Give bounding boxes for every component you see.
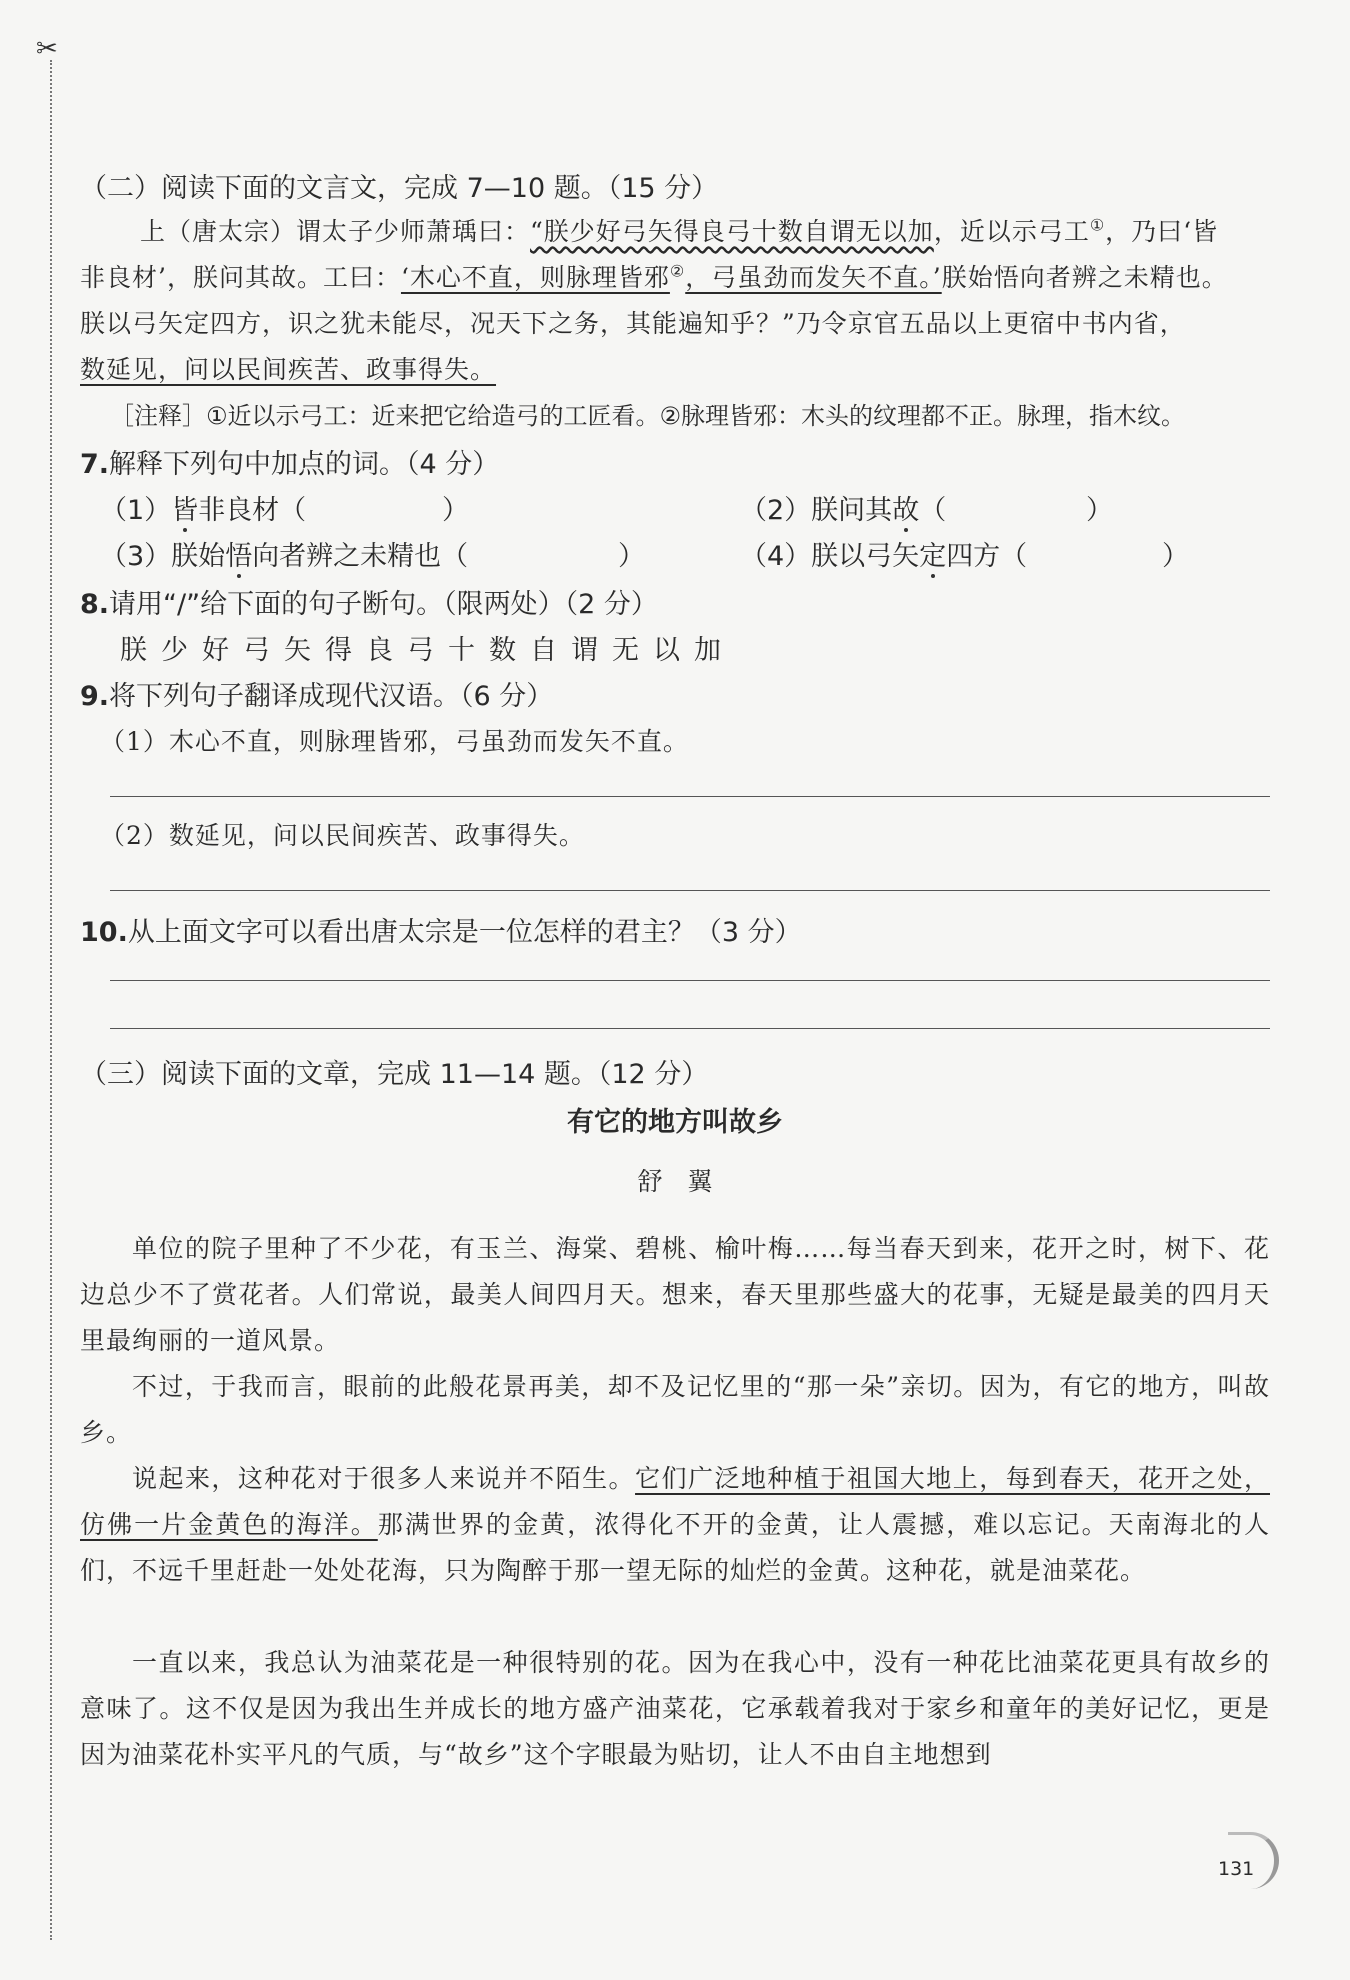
cut-line [50,60,52,1940]
passage-line-2: 非良材’，朕问其故。工曰：‘木心不直，则脉理皆邪②，弓虽劲而发矢不直。’朕始悟向者辨之未精也。 [80,261,1228,292]
q7-item-2-close: ） [1086,495,1113,526]
wavy-underlined-text: “朕少好弓矢得良弓十数自谓无以加 [530,217,934,246]
article-paragraph-3: 说起来，这种花对于很多人来说并不陌生。它们广泛地种植于祖国大地上，每到春天，花开之处，仿佛一片金黄色的海洋。那满世界的金黄，浓得化不开的金黄，让人震撼，难以忘记。天南海北的人们，不远千里赶赴一处处花海，只为陶醉于那一望无际的灿烂的金黄。这种花，就是油菜花。 [80,1464,1270,1585]
article-paragraph-4: 一直以来，我总认为油菜花是一种很特别的花。因为在我心中，没有一种花比油菜花更具有故乡的意味了。这不仅是因为我出生并成长的地方盛产油菜花，它承载着我对于家乡和童年的美好记忆，更是因为油菜花朴实平凡的气质，与“故乡”这个字眼最为贴切，让人不由自主地想到 [80,1648,1270,1769]
q7-item-3-close: ） [618,541,645,572]
q7-item-3: （3）朕始悟向者辨之未精也（ [100,541,469,572]
passage-line-3: 朕以弓矢定四方，识之犹未能尽，况天下之务，其能遍知乎？”乃令京官五品以上更宿中书内省， [80,309,1186,338]
section2-heading: （二）阅读下面的文言文，完成 7—10 题。（15 分） [80,173,719,204]
scissors-icon: ✂ [36,34,58,64]
q9-stem: 9.将下列句子翻译成现代汉语。（6 分） [80,681,554,712]
q10-stem: 10.从上面文字可以看出唐太宗是一位怎样的君主？（3 分） [80,917,802,948]
q7-item-4: （4）朕以弓矢定四方（ [740,541,1028,572]
article-title: 有它的地方叫故乡 [567,1107,783,1138]
article-paragraph-1: 单位的院子里种了不少花，有玉兰、海棠、碧桃、榆叶梅……每当春天到来，花开之时，树下、花边总少不了赏花者。人们常说，最美人间四月天。想来，春天里那些盛大的花事，无疑是最美的四月天里最绚丽的一道风景。 [80,1234,1270,1355]
underlined-sentence: 它们广泛地种植于祖国大地上，每到春天，花开之处，仿佛一片金黄色的海洋。 [80,1464,1270,1539]
answer-line[interactable] [110,1028,1270,1029]
q9-sentence-1: （1）木心不直，则脉理皆邪，弓虽劲而发矢不直。 [100,727,689,756]
q7-stem: 7.解释下列句中加点的词。（4 分） [80,449,500,480]
q9-sentence-2: （2）数延见，问以民间疾苦、政事得失。 [100,821,585,850]
q7-item-1: （1）皆非良材（ [100,495,307,526]
passage-line-4: 数延见，问以民间疾苦、政事得失。 [80,355,497,384]
passage-line-1: 上（唐太宗）谓太子少师萧瑀曰：“朕少好弓矢得良弓十数自谓无以加，近以示弓工①，乃曰‘皆 [140,215,1219,246]
section3-heading: （三）阅读下面的文章，完成 11—14 题。（12 分） [80,1059,709,1090]
q7-item-1-close: ） [442,495,469,526]
annotation-note: ［注释］①近以示弓工：近来把它给造弓的工匠看。②脉理皆邪：木头的纹理都不正。脉理，指木纹。 [110,402,1186,430]
article-author: 舒 翼 [637,1167,713,1196]
q7-item-2: （2）朕问其故（ [740,495,947,526]
q8-sentence: 朕少好弓矢得良弓十数自谓无以加 [120,635,735,666]
q8-stem: 8.请用“/”给下面的句子断句。（限两处）（2 分） [80,589,658,620]
answer-line[interactable] [110,890,1270,891]
answer-line[interactable] [110,980,1270,981]
article-paragraph-2: 不过，于我而言，眼前的此般花景再美，却不及记忆里的“那一朵”亲切。因为，有它的地方，叫故乡。 [80,1372,1270,1447]
q7-item-4-close: ） [1162,541,1189,572]
page-number: 131 [1218,1858,1255,1880]
answer-line[interactable] [110,796,1270,797]
